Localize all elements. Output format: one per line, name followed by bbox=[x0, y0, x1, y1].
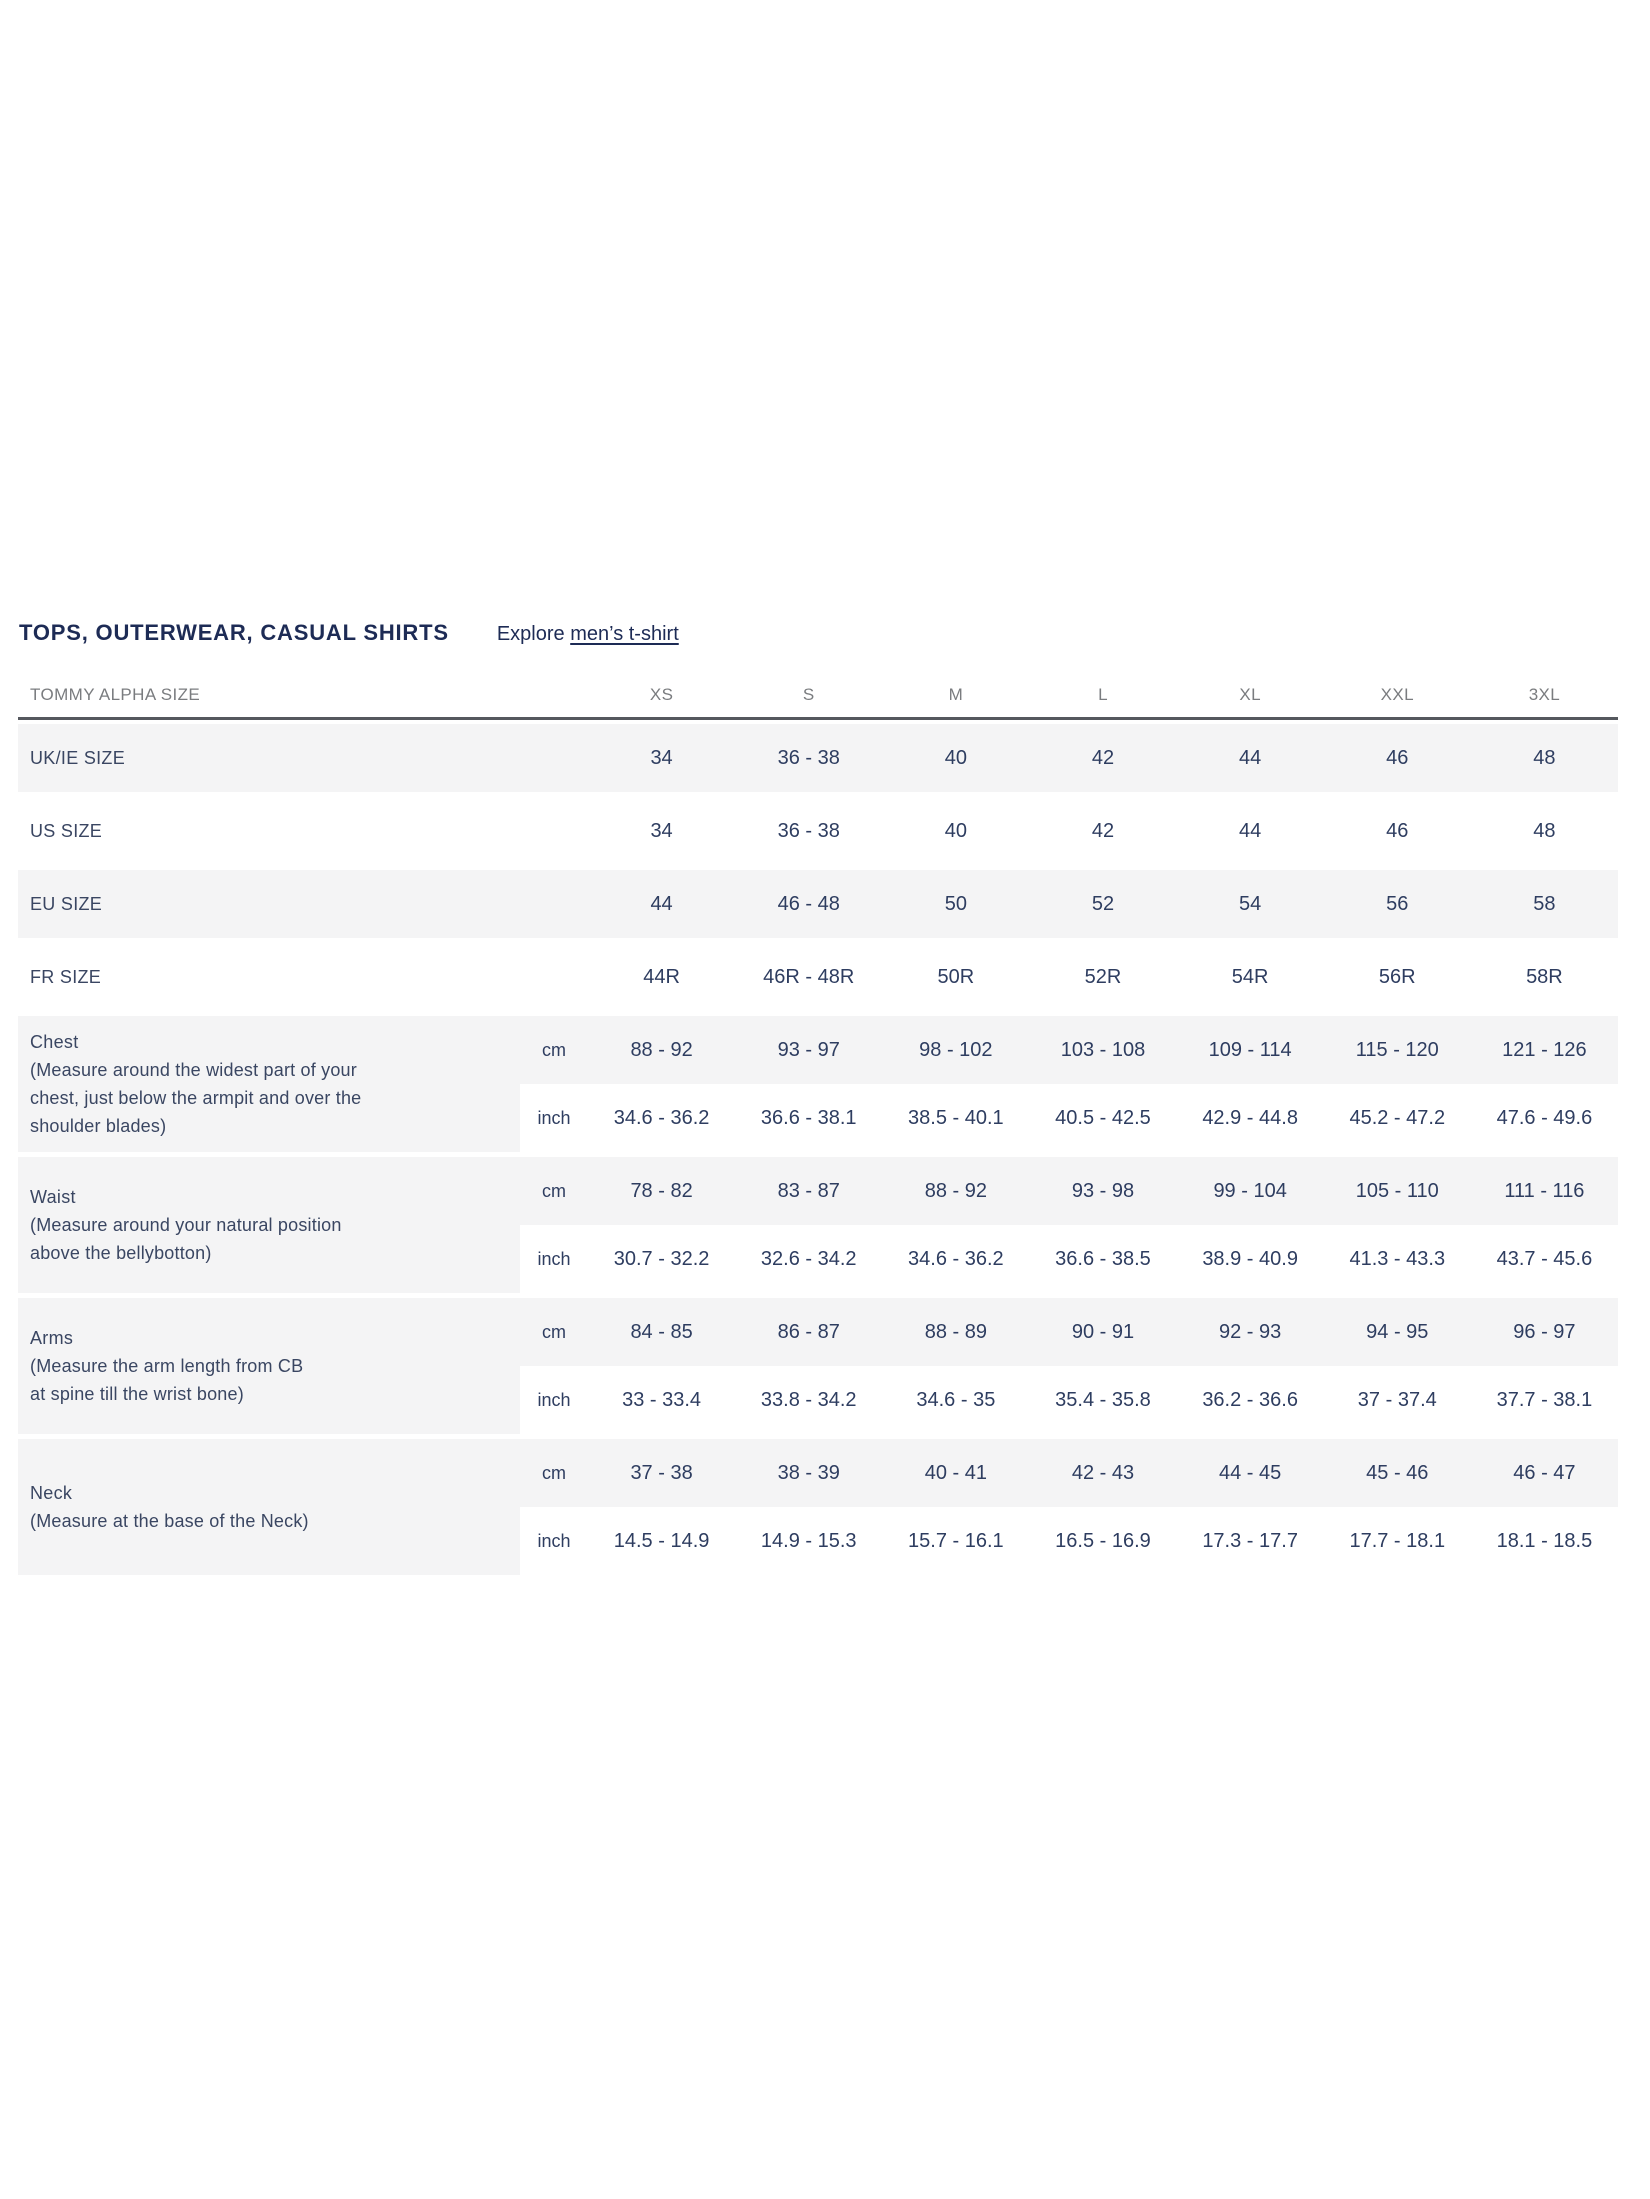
size-value: 50R bbox=[937, 965, 975, 988]
size-value: 58R bbox=[1526, 965, 1563, 988]
table-row-fr-size bbox=[18, 943, 1618, 1011]
measure-description: (Measure the arm length from CB bbox=[30, 1356, 304, 1376]
table-row-eu-size bbox=[18, 870, 1618, 938]
size-value: 46 bbox=[1324, 724, 1471, 792]
measure-value: 35.4 - 35.8 bbox=[1029, 1366, 1176, 1434]
size-value: 46 - 48 bbox=[735, 870, 882, 938]
table-section-neck bbox=[18, 1439, 1618, 1575]
section-label-arms bbox=[18, 1298, 520, 1434]
measure-name: Chest bbox=[30, 1032, 79, 1052]
explore-prefix: Explore bbox=[496, 623, 571, 645]
size-value: 36 - 38 bbox=[735, 724, 882, 792]
measure-value: 93 - 98 bbox=[1029, 1157, 1176, 1225]
measure-value: 36.6 - 38.1 bbox=[735, 1084, 882, 1152]
size-value: 44 bbox=[1239, 819, 1262, 842]
unit-label-inch: inch bbox=[520, 1225, 588, 1293]
measure-value: 121 - 126 bbox=[1471, 1016, 1618, 1084]
size-value: 44 bbox=[588, 870, 735, 938]
measure-value: 42 - 43 bbox=[1029, 1439, 1176, 1507]
unit-cell-empty bbox=[520, 724, 588, 792]
measure-value: 92 - 93 bbox=[1177, 1298, 1324, 1366]
size-value: 40 bbox=[882, 724, 1029, 792]
measure-value: 47.6 - 49.6 bbox=[1471, 1084, 1618, 1152]
measure-name: Neck bbox=[30, 1483, 73, 1503]
measure-value: 98 - 102 bbox=[882, 1016, 1029, 1084]
measure-value: 17.7 - 18.1 bbox=[1324, 1507, 1471, 1575]
unit-label-cm: cm bbox=[520, 1016, 588, 1084]
table-section-arms bbox=[18, 1298, 1618, 1434]
table-section-waist bbox=[18, 1157, 1618, 1293]
measure-description: above the bellybotton) bbox=[30, 1243, 212, 1263]
size-value: 44R bbox=[643, 965, 680, 988]
unit-column-spacer bbox=[520, 672, 588, 717]
size-value: 54R bbox=[1231, 965, 1269, 988]
size-value: 40 bbox=[944, 819, 967, 842]
size-value: 52 bbox=[1029, 870, 1176, 938]
measure-value: 16.5 - 16.9 bbox=[1029, 1507, 1176, 1575]
measure-value: 32.6 - 34.2 bbox=[735, 1225, 882, 1293]
table-section-chest bbox=[18, 1016, 1618, 1152]
measure-value: 34.6 - 36.2 bbox=[588, 1084, 735, 1152]
measure-value: 14.9 - 15.3 bbox=[735, 1507, 882, 1575]
measure-value: 30.7 - 32.2 bbox=[588, 1225, 735, 1293]
measure-description: shoulder blades) bbox=[30, 1116, 167, 1136]
measure-value: 38.5 - 40.1 bbox=[882, 1084, 1029, 1152]
size-value: 54 bbox=[1177, 870, 1324, 938]
measure-value: 103 - 108 bbox=[1029, 1016, 1176, 1084]
section-label-chest bbox=[18, 1016, 520, 1152]
measure-value: 14.5 - 14.9 bbox=[588, 1507, 735, 1575]
measure-value: 37.7 - 38.1 bbox=[1471, 1366, 1618, 1434]
measure-value: 17.3 - 17.7 bbox=[1177, 1507, 1324, 1575]
size-value: 52R bbox=[1084, 965, 1122, 988]
measure-value: 38.9 - 40.9 bbox=[1177, 1225, 1324, 1293]
size-value: 48 bbox=[1533, 819, 1556, 842]
column-header-s: S bbox=[802, 684, 815, 704]
size-value: 58 bbox=[1471, 870, 1618, 938]
table-row-us-size bbox=[18, 797, 1618, 865]
unit-cell-empty bbox=[520, 943, 588, 1011]
measure-value: 15.7 - 16.1 bbox=[882, 1507, 1029, 1575]
measure-value: 33.8 - 34.2 bbox=[735, 1366, 882, 1434]
measure-name: Arms bbox=[30, 1328, 74, 1348]
measure-value: 90 - 91 bbox=[1029, 1298, 1176, 1366]
size-value: 50 bbox=[882, 870, 1029, 938]
section-label-neck bbox=[18, 1439, 520, 1575]
size-value: 46 bbox=[1386, 819, 1409, 842]
size-value: 44 bbox=[1177, 724, 1324, 792]
measure-value: 88 - 89 bbox=[882, 1298, 1029, 1366]
unit-label-cm: cm bbox=[520, 1157, 588, 1225]
measure-description: at spine till the wrist bone) bbox=[30, 1384, 244, 1404]
table-header-row bbox=[18, 672, 1618, 720]
measure-value: 115 - 120 bbox=[1324, 1016, 1471, 1084]
corner-label: TOMMY ALPHA SIZE bbox=[30, 684, 201, 704]
measure-value: 41.3 - 43.3 bbox=[1324, 1225, 1471, 1293]
unit-label-inch: inch bbox=[520, 1366, 588, 1434]
measure-value: 78 - 82 bbox=[588, 1157, 735, 1225]
measure-value: 36.6 - 38.5 bbox=[1029, 1225, 1176, 1293]
column-header-xxl: XXL bbox=[1380, 684, 1414, 704]
size-value: 56 bbox=[1324, 870, 1471, 938]
size-value: 42 bbox=[1091, 819, 1115, 842]
column-header-xl: XL bbox=[1239, 684, 1261, 704]
measure-value: 83 - 87 bbox=[735, 1157, 882, 1225]
unit-label-cm: cm bbox=[520, 1439, 588, 1507]
column-header-3xl: 3XL bbox=[1528, 684, 1561, 704]
measure-value: 33 - 33.4 bbox=[588, 1366, 735, 1434]
size-value: 56R bbox=[1378, 965, 1416, 988]
measure-value: 40 - 41 bbox=[882, 1439, 1029, 1507]
measure-value: 105 - 110 bbox=[1324, 1157, 1471, 1225]
size-value: 46R - 48R bbox=[763, 965, 855, 988]
size-value: 34 bbox=[650, 819, 673, 842]
table-body bbox=[18, 720, 1618, 1575]
page-title: TOPS, OUTERWEAR, CASUAL SHIRTS bbox=[19, 620, 449, 645]
measure-value: 18.1 - 18.5 bbox=[1471, 1507, 1618, 1575]
measure-value: 45 - 46 bbox=[1324, 1439, 1471, 1507]
measure-value: 34.6 - 35 bbox=[882, 1366, 1029, 1434]
measure-name: Waist bbox=[30, 1187, 76, 1207]
row-label: UK/IE SIZE bbox=[18, 724, 520, 792]
measure-value: 42.9 - 44.8 bbox=[1177, 1084, 1324, 1152]
measure-value: 37 - 38 bbox=[588, 1439, 735, 1507]
explore-text bbox=[497, 623, 679, 646]
unit-cell-empty bbox=[520, 870, 588, 938]
measure-value: 96 - 97 bbox=[1471, 1298, 1618, 1366]
title-bar bbox=[19, 620, 679, 646]
measure-value: 94 - 95 bbox=[1324, 1298, 1471, 1366]
measure-value: 34.6 - 36.2 bbox=[882, 1225, 1029, 1293]
measure-value: 93 - 97 bbox=[735, 1016, 882, 1084]
column-header-l: L bbox=[1098, 684, 1108, 704]
size-value: 42 bbox=[1029, 724, 1176, 792]
size-value: 48 bbox=[1471, 724, 1618, 792]
measure-value: 44 - 45 bbox=[1177, 1439, 1324, 1507]
section-label-waist bbox=[18, 1157, 520, 1293]
measure-value: 38 - 39 bbox=[735, 1439, 882, 1507]
column-header-m: M bbox=[948, 684, 964, 704]
measure-value: 88 - 92 bbox=[882, 1157, 1029, 1225]
measure-value: 84 - 85 bbox=[588, 1298, 735, 1366]
measure-value: 86 - 87 bbox=[735, 1298, 882, 1366]
size-value: 34 bbox=[588, 724, 735, 792]
row-label: EU SIZE bbox=[18, 870, 520, 938]
measure-value: 99 - 104 bbox=[1177, 1157, 1324, 1225]
measure-value: 45.2 - 47.2 bbox=[1324, 1084, 1471, 1152]
mens-tshirt-link[interactable]: men’s t-shirt bbox=[570, 623, 679, 645]
column-header-xs: XS bbox=[649, 684, 674, 704]
measure-description: (Measure around your natural position bbox=[30, 1215, 342, 1235]
row-label: US SIZE bbox=[30, 820, 103, 841]
measure-value: 46 - 47 bbox=[1471, 1439, 1618, 1507]
measure-value: 36.2 - 36.6 bbox=[1177, 1366, 1324, 1434]
measure-description: (Measure around the widest part of your bbox=[30, 1060, 357, 1080]
unit-label-inch: inch bbox=[520, 1507, 588, 1575]
measure-value: 40.5 - 42.5 bbox=[1029, 1084, 1176, 1152]
unit-cell-empty bbox=[520, 797, 588, 865]
measure-description: (Measure at the base of the Neck) bbox=[30, 1511, 309, 1531]
unit-label-cm: cm bbox=[520, 1298, 588, 1366]
row-label: FR SIZE bbox=[30, 966, 102, 987]
table-row-ukie-size bbox=[18, 724, 1618, 792]
measure-description: chest, just below the armpit and over the bbox=[30, 1088, 362, 1108]
measure-value: 37 - 37.4 bbox=[1324, 1366, 1471, 1434]
measure-value: 43.7 - 45.6 bbox=[1471, 1225, 1618, 1293]
measure-value: 109 - 114 bbox=[1177, 1016, 1324, 1084]
measure-value: 88 - 92 bbox=[588, 1016, 735, 1084]
measure-value: 111 - 116 bbox=[1471, 1157, 1618, 1225]
size-value: 36 - 38 bbox=[777, 819, 840, 842]
unit-label-inch: inch bbox=[520, 1084, 588, 1152]
size-chart-table bbox=[18, 672, 1618, 1580]
